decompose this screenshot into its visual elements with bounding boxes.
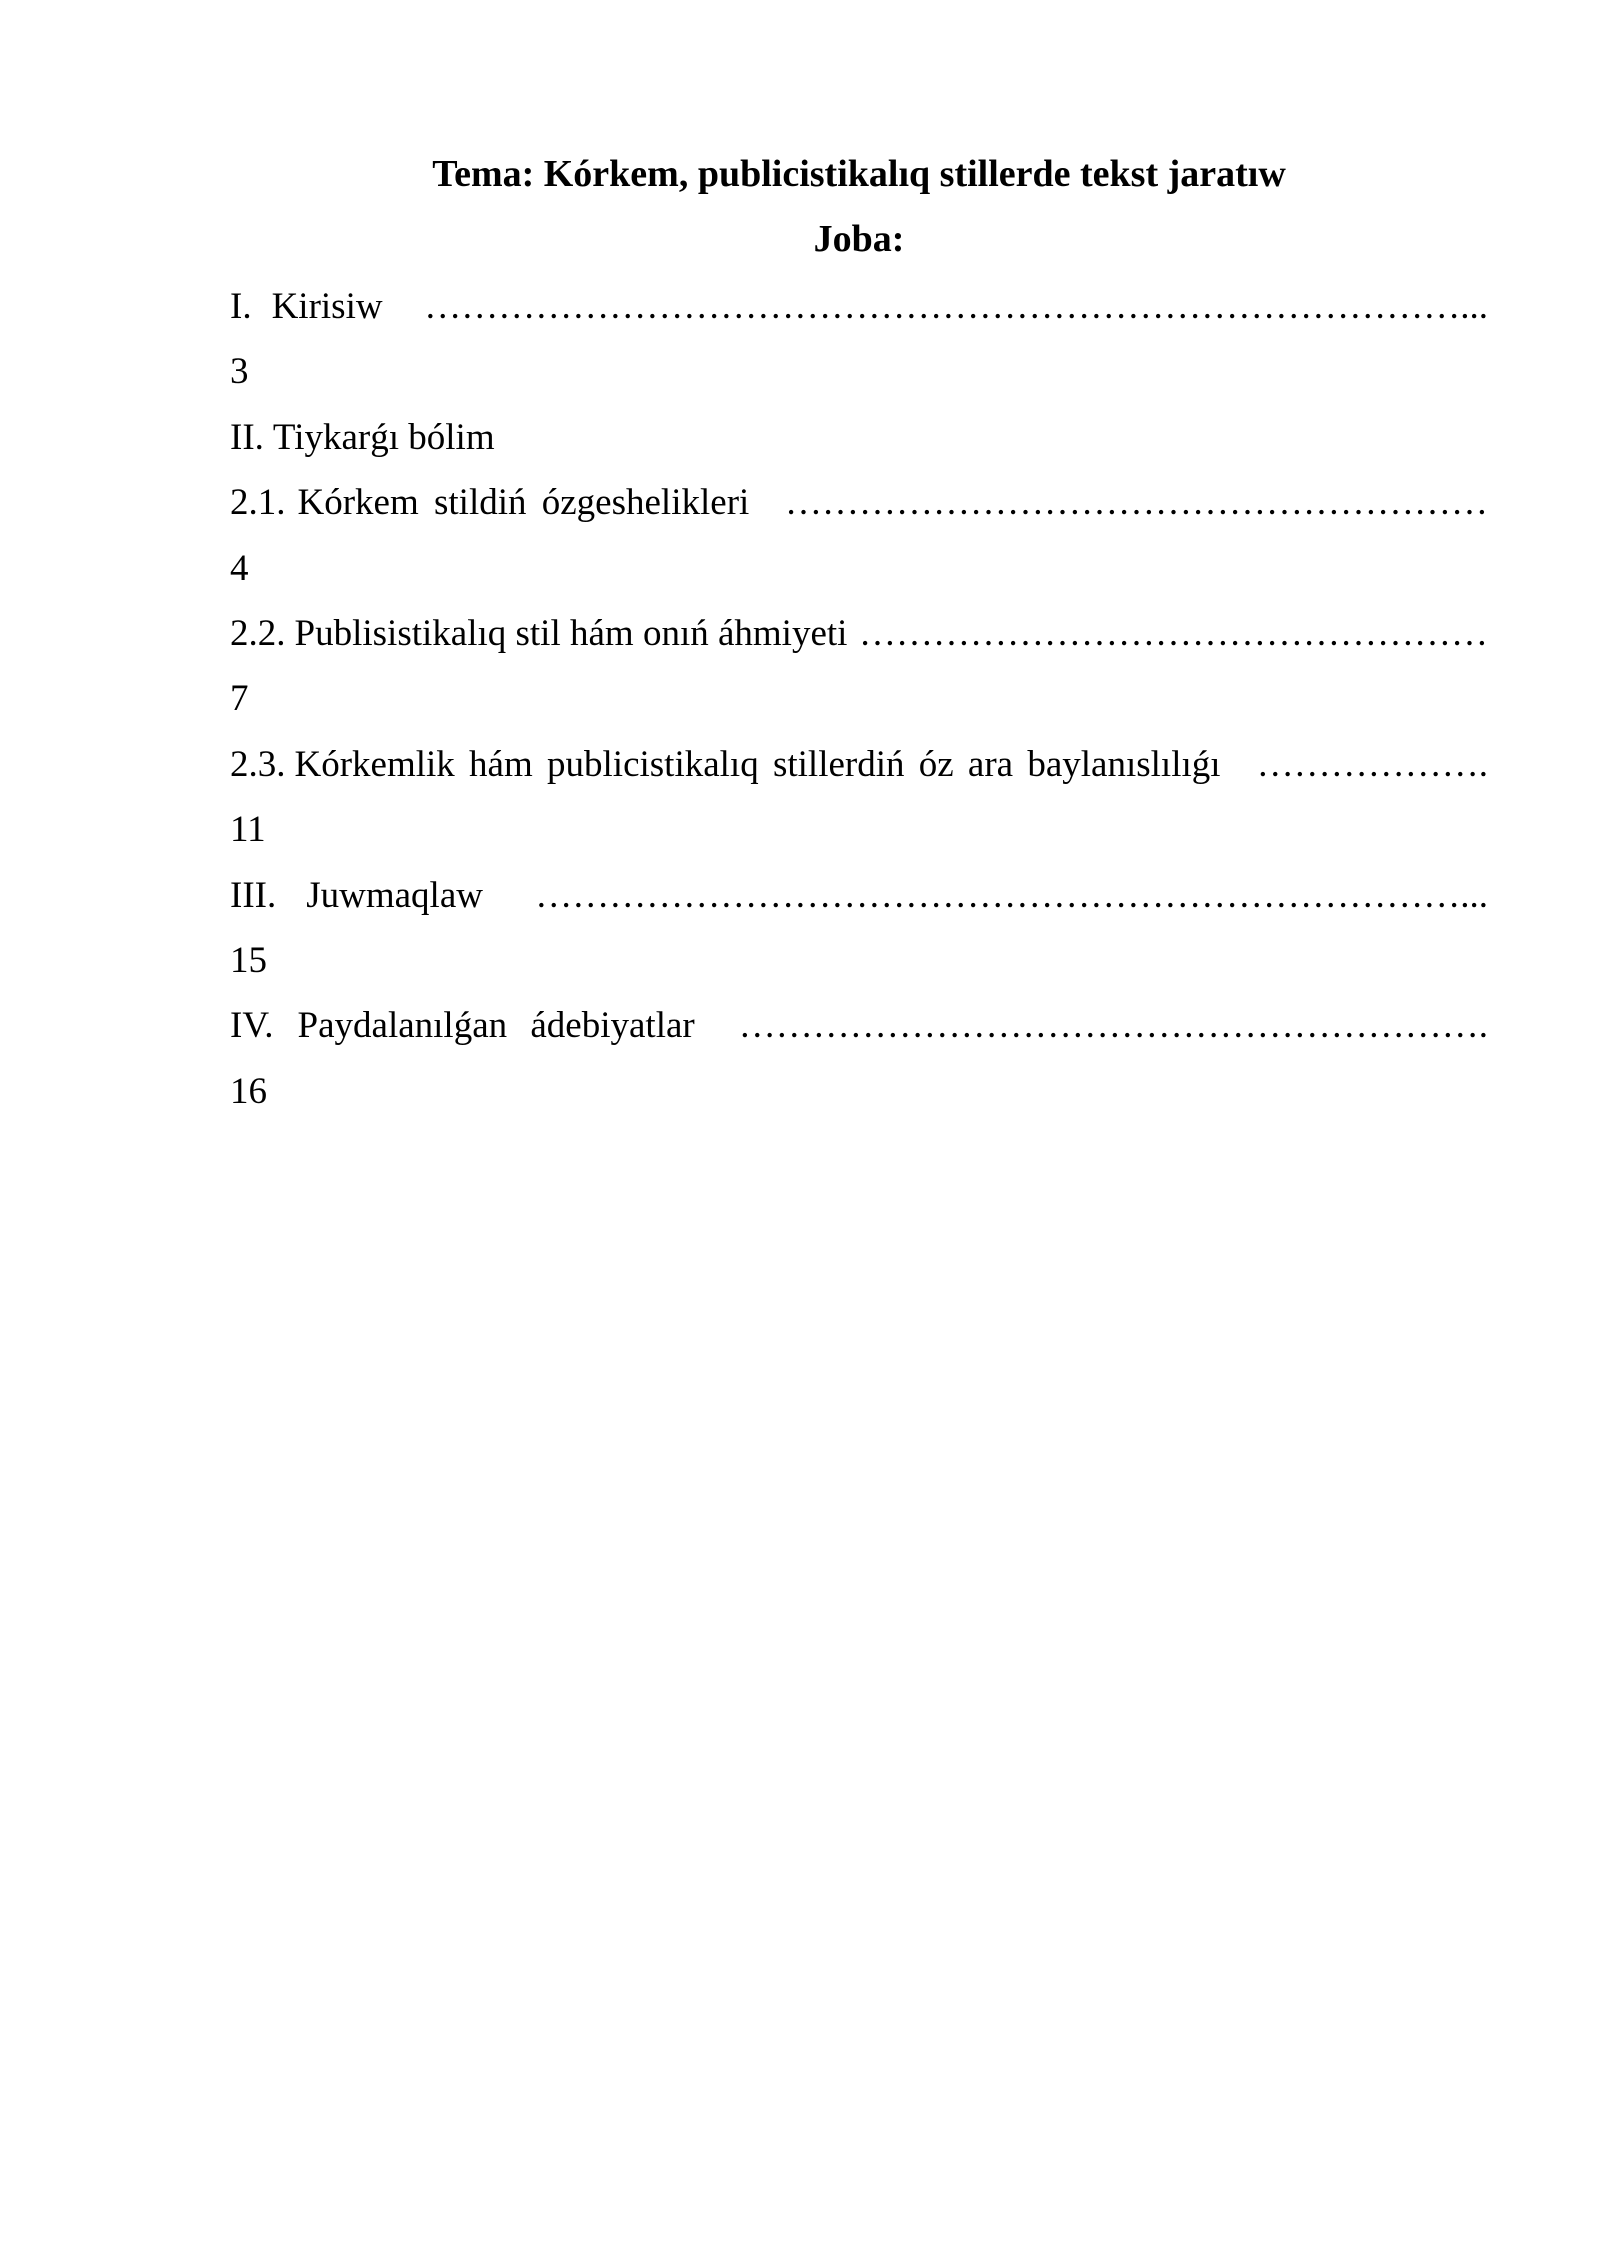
toc-entry-label: Juwmaqlaw [306, 874, 483, 916]
toc-dot-leader: …………………………………………… [859, 612, 1488, 654]
toc-page-number-line [230, 544, 1488, 609]
toc-page-number-line [230, 674, 1488, 739]
toc-dot-leader: …………………………………………………………………... [535, 874, 1488, 916]
toc-page-number: 3 [230, 351, 249, 393]
toc-entry-section-2-3 [230, 740, 1488, 805]
toc-page-number-line [230, 936, 1488, 1001]
toc-entry-label: Tiykarǵı bólim [272, 416, 495, 458]
toc-dot-leader: ………………. [1256, 743, 1488, 785]
toc-entry-label: Kórkem stildiń ózgeshelikleri [297, 482, 750, 524]
toc-page-number: 15 [230, 939, 267, 981]
toc-entry-main-part [230, 413, 1488, 478]
toc-entry-introduction [230, 282, 1488, 347]
plan-heading: Joba: [813, 218, 905, 260]
toc-entry-label: Kórkemlik hám publicistikalıq stillerdiń óz ara baylanıslılıǵı [294, 743, 1221, 785]
document-title: Tema: Kórkem, publicistikalıq stillerde tekst jaratıw [432, 153, 1286, 195]
toc-entry-section-2-1 [230, 478, 1488, 543]
toc-dot-leader: ………………………………………………… [785, 482, 1488, 524]
toc-page-number-line [230, 347, 1488, 412]
toc-entry-label: Publisistikalıq stil hám onıń áhmiyeti [294, 612, 848, 654]
toc-page-number: 16 [230, 1070, 267, 1112]
toc-page-number: 11 [230, 809, 266, 851]
toc-page-number: 7 [230, 678, 249, 720]
toc-entry-number: 2.2. [230, 612, 286, 654]
toc-entry-number: IV. [230, 1005, 274, 1047]
toc-entry-number: III. [230, 874, 277, 916]
table-of-contents [230, 282, 1488, 1132]
toc-entry-number: 2.1. [230, 482, 286, 524]
toc-page-number: 4 [230, 547, 249, 589]
toc-entry-number: I. [230, 286, 252, 327]
toc-entry-references [230, 1001, 1488, 1066]
toc-page-number-line [230, 805, 1488, 870]
toc-entry-conclusion [230, 871, 1488, 936]
toc-dot-leader: …………………………………………………………………………... [424, 286, 1488, 327]
toc-entry-number: II. [230, 416, 264, 458]
toc-entry-label: Kirisiw [271, 286, 383, 327]
toc-page-number-line [230, 1067, 1488, 1132]
toc-entry-label: Paydalanılǵan ádebiyatlar [297, 1005, 695, 1047]
toc-entry-number: 2.3. [230, 743, 286, 785]
toc-entry-section-2-2 [230, 609, 1488, 674]
toc-dot-leader: ……………………………………………………. [738, 1005, 1488, 1047]
